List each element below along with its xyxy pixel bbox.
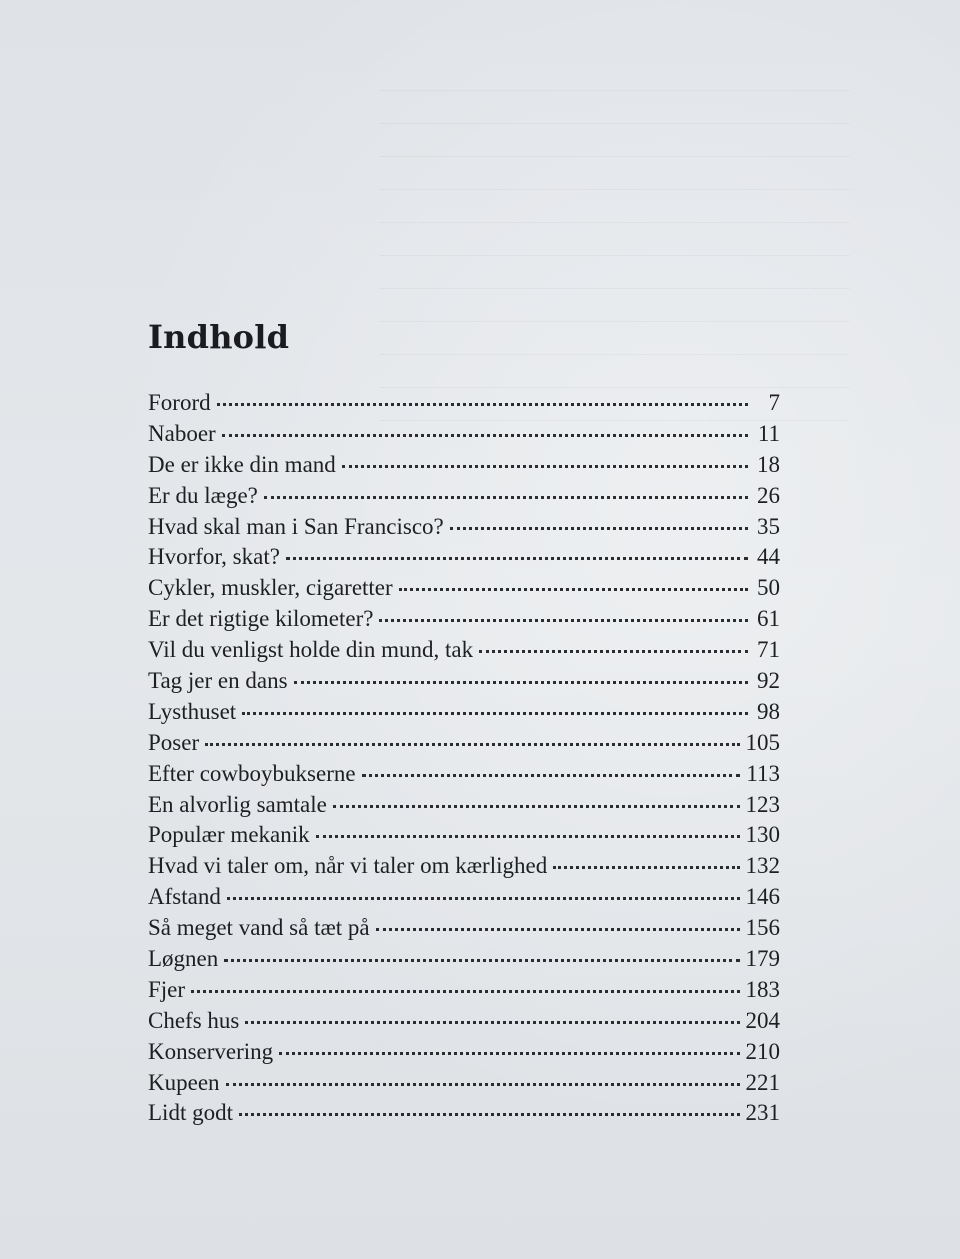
toc-entry-page-number: 26 (757, 482, 780, 508)
toc-entry-title: Lidt godt (148, 1100, 233, 1126)
toc-entry-page-number: 231 (745, 1100, 780, 1126)
toc-entry (148, 792, 780, 823)
dot-leader (239, 1099, 740, 1116)
toc-entry-title: Chefs hus (148, 1007, 240, 1033)
toc-entry-title: Hvad vi taler om, når vi taler om kærlighed (148, 853, 548, 879)
dot-leader (286, 543, 748, 560)
toc-entry-page-number: 71 (757, 637, 780, 663)
toc-entry (148, 575, 780, 606)
toc-entry-page-number: 130 (745, 822, 780, 848)
toc-entry (148, 668, 780, 699)
toc-entry-page-number: 18 (757, 451, 780, 477)
dot-leader (279, 1038, 739, 1055)
toc-entry-page-number: 105 (745, 729, 780, 755)
toc-entry-page-number: 113 (746, 760, 780, 786)
toc-entry (148, 946, 780, 977)
toc-entry (148, 421, 780, 452)
table-of-contents (148, 390, 780, 1131)
dot-leader (450, 513, 748, 530)
toc-entry-title: En alvorlig samtale (148, 791, 327, 817)
dot-leader (205, 729, 739, 746)
toc-entry-page-number: 35 (757, 513, 780, 539)
toc-entry-title: Afstand (148, 884, 221, 910)
toc-entry-title: Konservering (148, 1038, 274, 1064)
toc-entry-page-number: 11 (757, 420, 780, 446)
dot-leader (222, 420, 748, 437)
dot-leader (224, 945, 739, 962)
toc-entry-title: Er du læge? (148, 482, 258, 508)
dot-leader (245, 1007, 739, 1024)
dot-leader (242, 698, 748, 715)
toc-entry (148, 390, 780, 421)
toc-entry (148, 544, 780, 575)
toc-entry-page-number: 221 (745, 1069, 780, 1095)
dot-leader (333, 791, 740, 808)
toc-entry (148, 977, 780, 1008)
toc-entry-page-number: 44 (757, 544, 780, 570)
dot-leader (294, 667, 748, 684)
toc-entry-title: Kupeen (148, 1069, 220, 1095)
toc-entry-title: Fjer (148, 976, 186, 1002)
dot-leader (226, 1069, 740, 1086)
toc-entry-page-number: 98 (757, 698, 780, 724)
toc-entry-title: Vil du venligst holde din mund, tak (148, 637, 474, 663)
dot-leader (376, 914, 740, 931)
toc-entry (148, 1008, 780, 1039)
toc-entry (148, 1100, 780, 1131)
toc-entry (148, 514, 780, 545)
toc-entry (148, 699, 780, 730)
toc-entry-page-number: 7 (768, 390, 780, 415)
toc-entry (148, 730, 780, 761)
toc-entry (148, 761, 780, 792)
toc-entry-title: Så meget vand så tæt på (148, 915, 370, 941)
page-title: Indhold (148, 318, 290, 356)
toc-entry-title: Efter cowboybukserne (148, 760, 356, 786)
toc-entry-title: Forord (148, 390, 211, 415)
toc-entry-page-number: 50 (757, 575, 780, 601)
dot-leader (217, 389, 748, 406)
dot-leader (362, 760, 741, 777)
toc-entry (148, 1039, 780, 1070)
toc-entry-page-number: 132 (745, 853, 780, 879)
toc-entry-title: Løgnen (148, 946, 219, 972)
toc-entry-title: Tag jer en dans (148, 668, 288, 694)
toc-entry (148, 637, 780, 668)
toc-entry-title: Lysthuset (148, 698, 237, 724)
toc-entry-title: Hvorfor, skat? (148, 544, 280, 570)
toc-entry-page-number: 61 (757, 606, 780, 632)
toc-entry-page-number: 179 (745, 946, 780, 972)
toc-entry-title: Hvad skal man i San Francisco? (148, 513, 444, 539)
toc-entry (148, 853, 780, 884)
toc-entry-title: De er ikke din mand (148, 451, 336, 477)
toc-entry-title: Naboer (148, 420, 216, 446)
dot-leader (227, 883, 740, 900)
dot-leader (479, 636, 748, 653)
dot-leader (399, 574, 748, 591)
toc-entry-title: Cykler, muskler, cigaretter (148, 575, 393, 601)
dot-leader (316, 821, 740, 838)
toc-entry-page-number: 156 (745, 915, 780, 941)
toc-entry (148, 1070, 780, 1101)
toc-entry-page-number: 146 (745, 884, 780, 910)
toc-entry-title: Poser (148, 729, 200, 755)
dot-leader (191, 976, 739, 993)
dot-leader (264, 482, 748, 499)
dot-leader (379, 605, 748, 622)
toc-entry (148, 483, 780, 514)
toc-entry-page-number: 210 (745, 1038, 780, 1064)
toc-entry (148, 915, 780, 946)
toc-entry-page-number: 123 (745, 791, 780, 817)
toc-entry-title: Populær mekanik (148, 822, 310, 848)
toc-entry (148, 452, 780, 483)
dot-leader (553, 852, 739, 869)
toc-entry-page-number: 204 (745, 1007, 780, 1033)
toc-entry-page-number: 183 (745, 976, 780, 1002)
dot-leader (342, 451, 748, 468)
toc-entry-title: Er det rigtige kilometer? (148, 606, 374, 632)
toc-entry (148, 884, 780, 915)
toc-entry-page-number: 92 (757, 668, 780, 694)
toc-entry (148, 606, 780, 637)
toc-entry (148, 822, 780, 853)
